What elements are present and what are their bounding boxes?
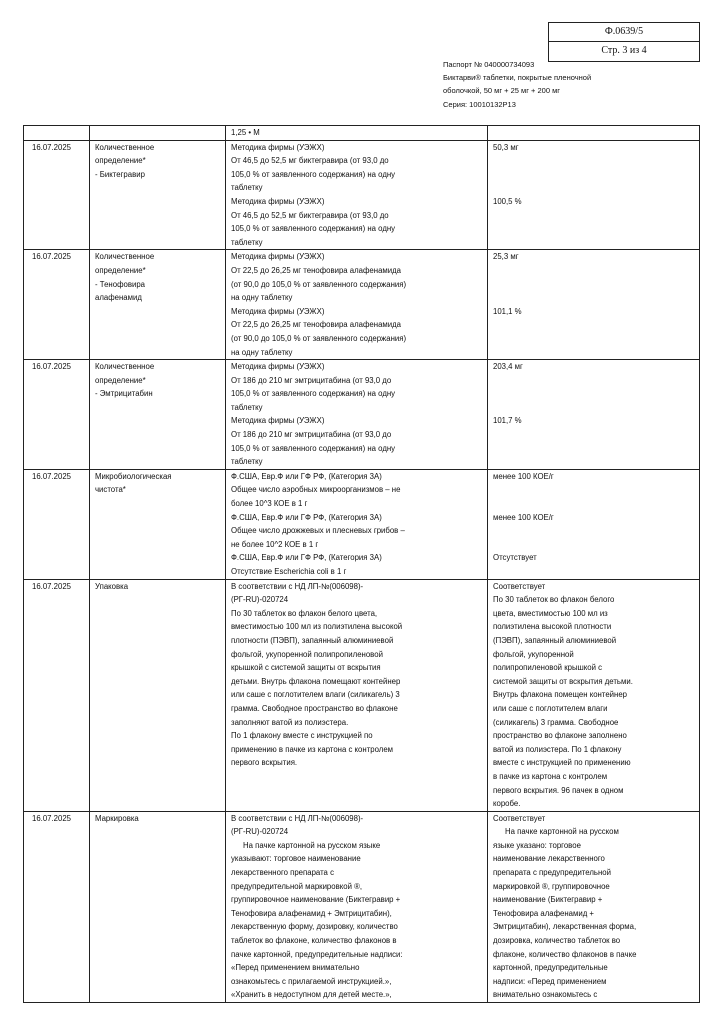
method-line: крышкой с системой защиты от вскрытия (231, 663, 381, 673)
method-line: на одну таблетку (231, 347, 293, 357)
method-line: «Хранить в недоступном для детей месте.», (231, 990, 392, 1000)
method-line: По 1 флакону вместе с инструкцией по (231, 731, 373, 741)
method-line: лекарственного препарата с (231, 868, 334, 878)
method-line: От 22,5 до 26,25 мг тенофовира алафенамида (231, 320, 402, 330)
batch-number: Серия: 10010132P13 (443, 99, 516, 109)
date-cell: 16.07.2025 (24, 469, 90, 579)
result-line: 101,7 % (493, 416, 522, 426)
method-line: (РГ-RU)-020724 (231, 595, 289, 605)
method-line: В соответствии с НД ЛП-№(006098)- (231, 813, 364, 823)
result-line: или саше с поглотителем влаги (493, 703, 608, 713)
param-line: Упаковка (95, 581, 129, 591)
result-line: системой защиты от вскрытия детьми. (493, 676, 633, 686)
result-line: языке указано: торговое (493, 840, 581, 850)
method-line: На пачке картонной на русском языке (243, 840, 381, 850)
method-line: детьми. Внутрь флакона помещают контейнер (231, 676, 401, 686)
param-cell (90, 250, 226, 360)
method-line: (от 90,0 до 105,0 % от заявленного содержания) (231, 333, 407, 343)
result-line: ватой из полиэстера. По 1 флакону (493, 744, 622, 754)
table-row (24, 811, 700, 1002)
result-line: маркировкой ®, группировочное (493, 881, 610, 891)
result-line (493, 538, 694, 552)
method-line: плотности (ПЭВП), запаянный алюминиевой (231, 635, 394, 645)
method-line: таблетку (231, 457, 263, 467)
param-line: Количественное (95, 142, 155, 152)
result-line: 100,5 % (493, 196, 522, 206)
method-line: фольгой, укупоренной полипропиленовой (231, 649, 383, 659)
table-row (24, 250, 700, 360)
table-row-continuation (24, 126, 700, 141)
method-line: Ф.США, Евр.Ф или ГФ РФ, (Категория 3А) (231, 553, 382, 563)
param-line: чистота* (95, 485, 126, 495)
method-line: Отсутствие Escherichia coli в 1 г (231, 567, 347, 576)
result-line (493, 401, 694, 415)
result-line (493, 168, 694, 182)
result-line: 50,3 мг (493, 142, 519, 152)
method-cell (226, 140, 488, 250)
method-line: пачке картонной, предупредительные надписи: (231, 949, 403, 959)
param-line: Количественное (95, 252, 155, 262)
method-line: ознакомьтесь с прилагаемой инструкцией.», (231, 976, 392, 986)
method-line: Ф.США, Евр.Ф или ГФ РФ, (Категория 3А) (231, 471, 382, 481)
method-line: Методика фирмы (УЭЖХ) (231, 142, 325, 152)
method-line: Методика фирмы (УЭЖХ) (231, 306, 325, 316)
method-line: Тенофовира алафенамид + Эмтрицитабин), (231, 908, 392, 918)
param-line: Маркировка (95, 813, 139, 823)
method-cell (226, 360, 488, 470)
method-line: заполняют ватой из полиэстера. (231, 717, 349, 727)
page-label: Стр. 3 из 4 (601, 45, 647, 56)
method-line: предупредительной маркировкой ®, (231, 881, 363, 891)
result-line: внимательно ознакомьтесь с (493, 990, 598, 1000)
result-line (493, 154, 694, 168)
method-line: таблетку (231, 402, 263, 412)
passport-info (443, 58, 703, 111)
method-line: таблетку (231, 183, 263, 193)
result-line: Соответствует (493, 581, 546, 591)
method-line: не более 10^2 КОЕ в 1 г (231, 539, 319, 549)
method-line: (от 90,0 до 105,0 % от заявленного содержания) (231, 279, 407, 289)
method-line: От 186 до 210 мг эмтрицитабина (от 93,0 до (231, 430, 392, 440)
method-line: грамма. Свободное пространство во флаконе (231, 703, 398, 713)
param-cell (90, 579, 226, 811)
method-cell (226, 811, 488, 1002)
result-cell (488, 811, 700, 1002)
date-cell: 16.07.2025 (24, 250, 90, 360)
method-line: Методика фирмы (УЭЖХ) (231, 196, 325, 206)
result-cell (488, 360, 700, 470)
method-line: 105,0 % от заявленного содержания) на одну (231, 443, 396, 453)
result-line: вместе с инструкцией по применению (493, 758, 631, 768)
result-line (493, 291, 694, 305)
result-cell (488, 140, 700, 250)
result-line: Соответствует (493, 813, 546, 823)
result-line (493, 483, 694, 497)
date-cell: 16.07.2025 (24, 579, 90, 811)
result-line: По 30 таблеток во флакон белого (493, 595, 615, 605)
result-cell (488, 579, 700, 811)
result-line: (силикагель) 3 грамма. Свободное (493, 717, 619, 727)
method-line: группировочное наименование (Биктегравир + (231, 895, 401, 905)
result-line: Тенофовира алафенамид + (493, 908, 594, 918)
method-line: 105,0 % от заявленного содержания) на одну (231, 389, 396, 399)
result-line (493, 264, 694, 278)
result-line: Внутрь флакона помещен контейнер (493, 690, 627, 700)
result-line: Отсутствует (493, 553, 537, 563)
method-line: Общее число аэробных микроорганизмов – не (231, 485, 401, 495)
result-line (493, 524, 694, 538)
method-line: на одну таблетку (231, 293, 293, 303)
method-cell: 1,25 • М (226, 126, 488, 141)
method-line: более 10^3 КОЕ в 1 г (231, 499, 308, 509)
param-line: определение* (95, 375, 146, 385)
date-cell: 16.07.2025 (24, 140, 90, 250)
method-line: Общее число дрожжевых и плесневых грибов – (231, 526, 405, 536)
method-line: В соответствии с НД ЛП-№(006098)- (231, 581, 364, 591)
table-row (24, 140, 700, 250)
result-line: надписи: «Перед применением (493, 976, 607, 986)
param-cell (90, 360, 226, 470)
result-line: На пачке картонной на русском (505, 827, 619, 837)
method-line: Методика фирмы (УЭЖХ) (231, 416, 325, 426)
method-line: От 22,5 до 26,25 мг тенофовира алафенамида (231, 265, 402, 275)
result-line: в пачке из картона с контролем (493, 771, 608, 781)
method-line: или саше с поглотителем влаги (силикагель) 3 (231, 690, 400, 700)
method-line: Методика фирмы (УЭЖХ) (231, 362, 325, 372)
method-cell (226, 250, 488, 360)
table-row (24, 469, 700, 579)
param-line: - Биктегравир (95, 169, 145, 179)
result-cell (488, 250, 700, 360)
result-line: полиэтилена высокой плотности (493, 622, 612, 632)
method-cell (226, 469, 488, 579)
method-line: указывают: торговое наименование (231, 854, 361, 864)
method-line: От 46,5 до 52,5 мг биктегравира (от 93,0 до (231, 210, 389, 220)
param-cell (90, 140, 226, 250)
param-line: алафенамид (95, 293, 142, 303)
param-cell (90, 469, 226, 579)
method-line: «Перед применением внимательно (231, 963, 360, 973)
form-code: Ф.0639/5 (549, 23, 699, 42)
param-line: - Тенофовира (95, 279, 145, 289)
param-line: - Эмтрицитабин (95, 389, 153, 399)
method-cell (226, 579, 488, 811)
result-line: пространство во флаконе заполнено (493, 731, 627, 741)
method-line: применению в пачке из картона с контролем (231, 744, 394, 754)
param-cell (90, 811, 226, 1002)
result-line (493, 181, 694, 195)
result-line: препарата с предупредительной (493, 868, 611, 878)
result-line (493, 497, 694, 511)
test-results-table (23, 125, 700, 1003)
result-cell (488, 469, 700, 579)
date-cell: 16.07.2025 (24, 360, 90, 470)
passport-number: Паспорт № 040000734093 (443, 60, 535, 69)
product-name-line: Биктарви® таблетки, покрытые пленочной (443, 73, 592, 83)
result-line (493, 387, 694, 401)
result-line: менее 100 КОЕ/г (493, 471, 554, 481)
method-line: От 186 до 210 мг эмтрицитабина (от 93,0 до (231, 375, 392, 385)
table-row (24, 579, 700, 811)
result-line: цвета, вместимостью 100 мл из (493, 608, 608, 618)
param-line: Микробиологическая (95, 471, 172, 481)
result-line: 25,3 мг (493, 252, 519, 262)
result-line (493, 278, 694, 292)
result-line: коробе. (493, 799, 521, 809)
method-line: таблетку (231, 237, 263, 247)
method-line: первого вскрытия. (231, 758, 298, 768)
result-line (493, 374, 694, 388)
result-line: флаконе, количество флаконов в пачке (493, 949, 637, 959)
method-line: лекарственную форму, дозировку, количество (231, 922, 398, 932)
form-code-box (548, 22, 700, 62)
result-line: наименование лекарственного (493, 854, 605, 864)
param-line: Количественное (95, 362, 155, 372)
method-line: 105,0 % от заявленного содержания) на одну (231, 169, 396, 179)
result-line: фольгой, укупоренной (493, 649, 574, 659)
method-line: таблеток во флаконе, количество флаконов в (231, 936, 397, 946)
result-line: картонной, предупредительные (493, 963, 608, 973)
result-line: первого вскрытия. 96 пачек в одном (493, 785, 624, 795)
param-line: определение* (95, 265, 146, 275)
result-line: наименование (Биктегравир + (493, 895, 603, 905)
result-line: дозировка, количество таблеток во (493, 936, 621, 946)
method-line: От 46,5 до 52,5 мг биктегравира (от 93,0 до (231, 156, 389, 166)
method-line: (РГ-RU)-020724 (231, 827, 289, 837)
product-dose-line: оболочкой, 50 мг + 25 мг + 200 мг (443, 86, 560, 96)
result-line: (ПЭВП), запаянный алюминиевой (493, 635, 617, 645)
method-line: 105,0 % от заявленного содержания) на одну (231, 224, 396, 234)
method-line: вместимостью 100 мл из полиэтилена высокой (231, 622, 403, 632)
result-line: Эмтрицитабин), лекарственная форма, (493, 922, 637, 932)
result-line: 203,4 мг (493, 362, 523, 372)
method-line: Ф.США, Евр.Ф или ГФ РФ, (Категория 3А) (231, 512, 382, 522)
table-row (24, 360, 700, 470)
param-line: определение* (95, 156, 146, 166)
result-line: менее 100 КОЕ/г (493, 512, 554, 522)
method-line: Методика фирмы (УЭЖХ) (231, 252, 325, 262)
result-line: 101,1 % (493, 306, 522, 316)
date-cell: 16.07.2025 (24, 811, 90, 1002)
result-line: полипропиленовой крышкой с (493, 663, 603, 673)
method-line: По 30 таблеток во флакон белого цвета, (231, 608, 378, 618)
